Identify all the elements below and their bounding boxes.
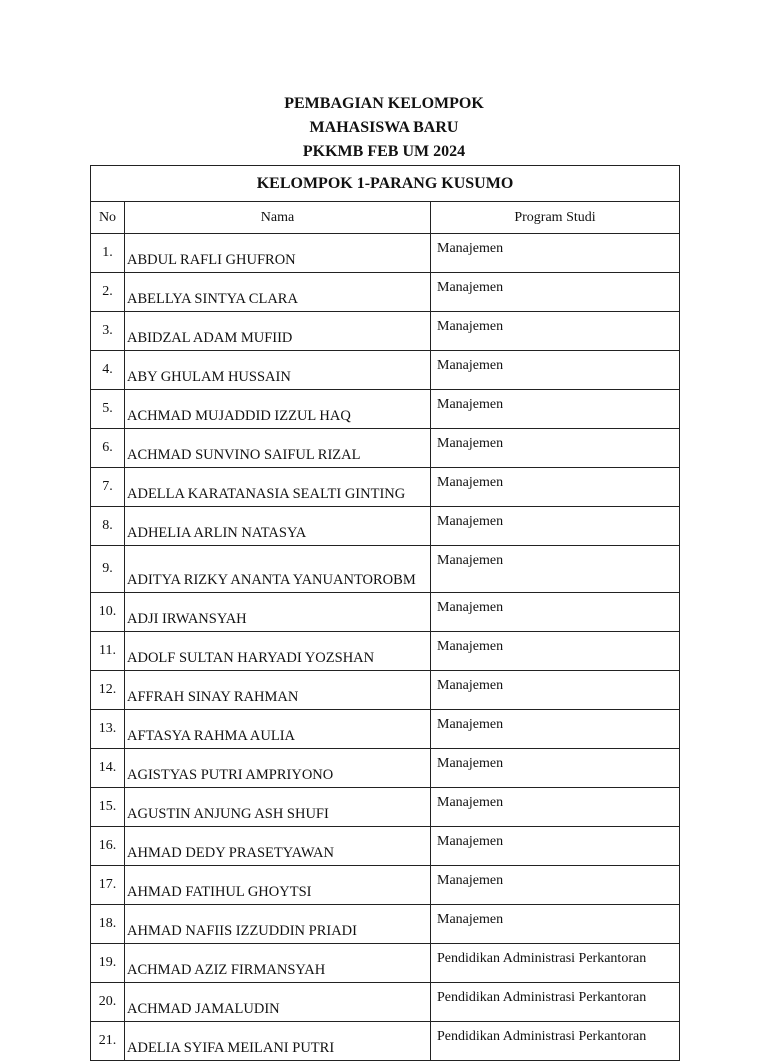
table-row	[91, 468, 680, 507]
table-row	[91, 632, 680, 671]
study-program: Manajemen	[431, 312, 680, 351]
study-program: Manajemen	[431, 351, 680, 390]
study-program: Manajemen	[431, 710, 680, 749]
student-name: AHMAD NAFIIS IZZUDDIN PRIADI	[125, 905, 431, 944]
table-row	[91, 827, 680, 866]
study-program: Manajemen	[431, 866, 680, 905]
table-row	[91, 312, 680, 351]
table-row	[91, 944, 680, 983]
study-program: Pendidikan Administrasi Perkantoran	[431, 1022, 680, 1061]
table-row	[91, 710, 680, 749]
study-program: Manajemen	[431, 546, 680, 593]
student-name: ADOLF SULTAN HARYADI YOZSHAN	[125, 632, 431, 671]
table-row	[91, 593, 680, 632]
student-name: ADELLA KARATANASIA SEALTI GINTING	[125, 468, 431, 507]
study-program: Manajemen	[431, 429, 680, 468]
student-name: ABY GHULAM HUSSAIN	[125, 351, 431, 390]
row-number: 18.	[91, 905, 125, 944]
row-number: 2.	[91, 273, 125, 312]
row-number: 15.	[91, 788, 125, 827]
row-number: 20.	[91, 983, 125, 1022]
student-name: ACHMAD SUNVINO SAIFUL RIZAL	[125, 429, 431, 468]
student-name: AHMAD DEDY PRASETYAWAN	[125, 827, 431, 866]
heading-line-2: MAHASISWA BARU	[309, 119, 459, 136]
student-name: ABDUL RAFLI GHUFRON	[125, 234, 431, 273]
document-heading	[0, 92, 768, 164]
student-name: ADELIA SYIFA MEILANI PUTRI	[125, 1022, 431, 1061]
row-number: 4.	[91, 351, 125, 390]
heading-line-3: PKKMB FEB UM 2024	[302, 143, 466, 160]
column-header-no: No	[91, 202, 125, 234]
table-body	[91, 234, 680, 1061]
study-program: Manajemen	[431, 827, 680, 866]
table-row	[91, 429, 680, 468]
row-number: 11.	[91, 632, 125, 671]
group-member-table	[90, 165, 680, 1061]
study-program: Manajemen	[431, 468, 680, 507]
row-number: 5.	[91, 390, 125, 429]
row-number: 3.	[91, 312, 125, 351]
study-program: Pendidikan Administrasi Perkantoran	[431, 983, 680, 1022]
heading-line-1: PEMBAGIAN KELOMPOK	[284, 95, 484, 112]
row-number: 6.	[91, 429, 125, 468]
table-row	[91, 273, 680, 312]
student-name: ACHMAD MUJADDID IZZUL HAQ	[125, 390, 431, 429]
study-program: Manajemen	[431, 788, 680, 827]
row-number: 7.	[91, 468, 125, 507]
row-number: 19.	[91, 944, 125, 983]
table-row	[91, 788, 680, 827]
student-name: ABELLYA SINTYA CLARA	[125, 273, 431, 312]
student-name: AFTASYA RAHMA AULIA	[125, 710, 431, 749]
student-name: ACHMAD JAMALUDIN	[125, 983, 431, 1022]
row-number: 9.	[91, 546, 125, 593]
group-title: KELOMPOK 1-PARANG KUSUMO	[91, 166, 680, 202]
column-header-program-studi: Program Studi	[431, 202, 680, 234]
student-name: ACHMAD AZIZ FIRMANSYAH	[125, 944, 431, 983]
table-row	[91, 905, 680, 944]
row-number: 12.	[91, 671, 125, 710]
study-program: Pendidikan Administrasi Perkantoran	[431, 944, 680, 983]
table-row	[91, 234, 680, 273]
student-name: ABIDZAL ADAM MUFIID	[125, 312, 431, 351]
row-number: 1.	[91, 234, 125, 273]
row-number: 14.	[91, 749, 125, 788]
student-name: ADJI IRWANSYAH	[125, 593, 431, 632]
student-name: AFFRAH SINAY RAHMAN	[125, 671, 431, 710]
study-program: Manajemen	[431, 905, 680, 944]
row-number: 8.	[91, 507, 125, 546]
study-program: Manajemen	[431, 273, 680, 312]
study-program: Manajemen	[431, 507, 680, 546]
row-number: 21.	[91, 1022, 125, 1061]
study-program: Manajemen	[431, 632, 680, 671]
table-row	[91, 749, 680, 788]
table-row	[91, 983, 680, 1022]
row-number: 16.	[91, 827, 125, 866]
study-program: Manajemen	[431, 671, 680, 710]
column-header-nama: Nama	[125, 202, 431, 234]
study-program: Manajemen	[431, 749, 680, 788]
table-row	[91, 351, 680, 390]
table-row	[91, 1022, 680, 1061]
student-name: AGUSTIN ANJUNG ASH SHUFI	[125, 788, 431, 827]
table-row	[91, 671, 680, 710]
table-row	[91, 546, 680, 593]
student-name: AHMAD FATIHUL GHOYTSI	[125, 866, 431, 905]
study-program: Manajemen	[431, 390, 680, 429]
row-number: 13.	[91, 710, 125, 749]
row-number: 10.	[91, 593, 125, 632]
student-name: ADITYA RIZKY ANANTA YANUANTOROBM	[125, 546, 431, 593]
student-name: AGISTYAS PUTRI AMPRIYONO	[125, 749, 431, 788]
student-name: ADHELIA ARLIN NATASYA	[125, 507, 431, 546]
study-program: Manajemen	[431, 593, 680, 632]
table-row	[91, 866, 680, 905]
study-program: Manajemen	[431, 234, 680, 273]
table-row	[91, 507, 680, 546]
table-row	[91, 390, 680, 429]
row-number: 17.	[91, 866, 125, 905]
